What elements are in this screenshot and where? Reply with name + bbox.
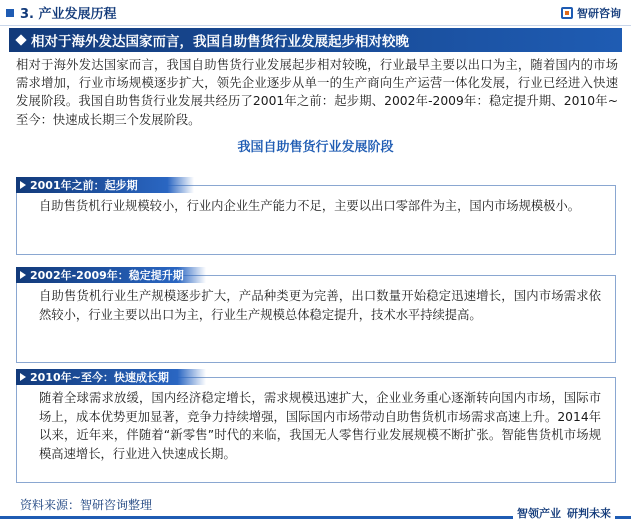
stage-text: 自助售货机行业规模较小，行业内企业生产能力不足，主要以出口零部件为主，国内市场规模极小。 (39, 199, 581, 213)
top-bar (0, 0, 631, 26)
stage-label-text: 2002年-2009年：稳定提升期 (30, 269, 184, 282)
intro-paragraph: 相对于海外发达国家而言，我国自助售货行业发展起步相对较晚，行业最早主要以出口为主，随着国内的市场需求增加，行业市场规模逐步扩大，领先企业逐步从单一的生产商向生产运营一体化发展，行业已经进入快速发展阶段。我国自助售货行业发展共经历了2001年之前：起步期、2002年-2009年：稳定提升期、2010年~至今：快速成长期三个发展阶段。 (16, 58, 618, 127)
brand (561, 5, 631, 21)
headline-banner (9, 28, 622, 52)
stage-box-3 (16, 377, 616, 483)
footer-slogan (513, 505, 615, 521)
triangle-icon (20, 181, 26, 189)
triangle-icon (20, 373, 26, 381)
stage-label-3 (16, 369, 206, 385)
slogan-right: 研判未来 (567, 507, 611, 520)
stage-label-text: 2001年之前：起步期 (30, 179, 138, 192)
section-square-icon (6, 9, 14, 17)
stage-label-2 (16, 267, 206, 283)
brand-name: 智研咨询 (577, 6, 621, 20)
stage-box-1 (16, 185, 616, 255)
section-title-text: 3. 产业发展历程 (20, 7, 117, 22)
slogan-left: 智领产业 (517, 507, 561, 520)
brand-logo-icon (561, 7, 573, 19)
headline-text: 相对于海外发达国家而言，我国自助售货行业发展起步相对较晚 (31, 34, 409, 50)
stage-text: 自助售货机行业生产规模逐步扩大，产品种类更为完善，出口数量开始稳定迅速增长，国内市场需求依然较小，行业主要以出口为主，行业生产规模总体稳定提升，技术水平持续提高。 (39, 289, 601, 322)
source-note: 资料来源：智研咨询整理 (20, 498, 153, 512)
stage-box-2 (16, 275, 616, 363)
stage-label-1 (16, 177, 194, 193)
stages-title: 我国自助售货行业发展阶段 (237, 140, 394, 155)
diamond-icon (15, 34, 26, 45)
stage-label-text: 2010年~至今：快速成长期 (30, 371, 169, 384)
stage-text: 随着全球需求放缓，国内经济稳定增长，需求规模迅速扩大，企业业务重心逐渐转向国内市场，国际市场上，成本优势更加显著，竞争力持续增强，国际国内市场带动自助售货机市场需求高速上升。2014年以来，近年来，伴随着“新零售”时代的来临，我国无人零售行业发展规模不断扩张。智能售货机市场规模高速增长，行业进入快速成长期。 (39, 391, 601, 461)
section-title (0, 3, 117, 22)
triangle-icon (20, 271, 26, 279)
